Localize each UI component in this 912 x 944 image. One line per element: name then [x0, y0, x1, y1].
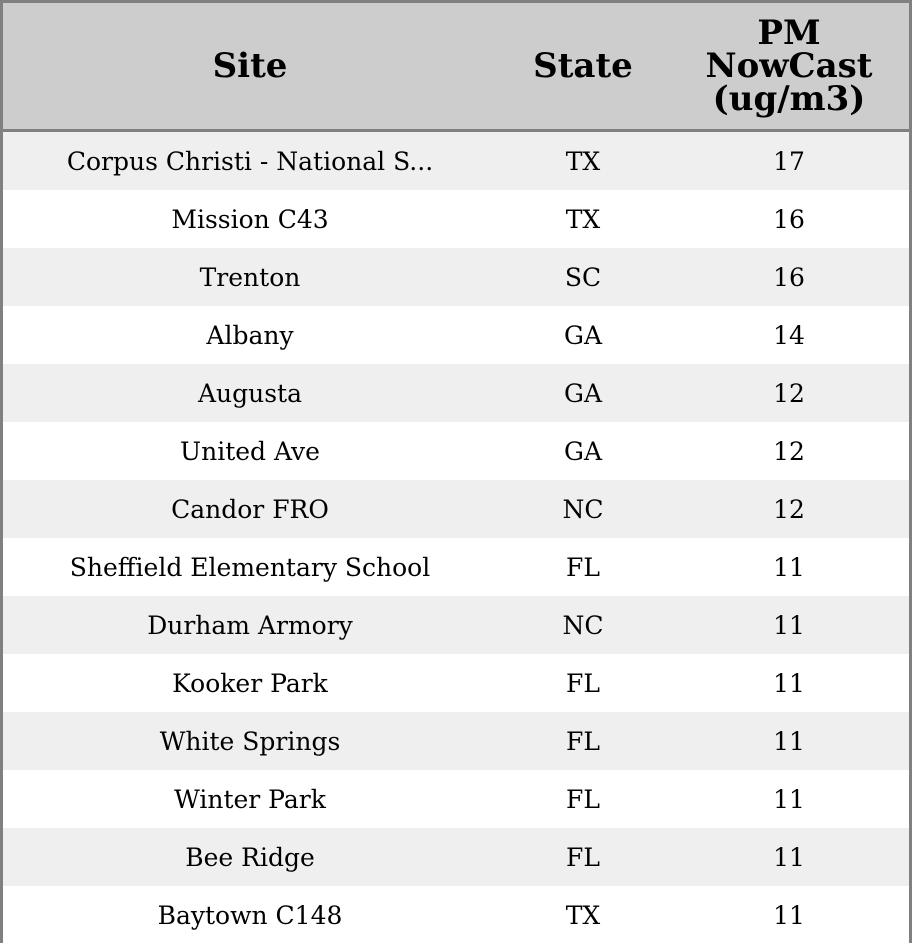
state-cell: TX	[565, 900, 601, 930]
table-row	[3, 480, 909, 538]
site-cell: Kooker Park	[172, 668, 328, 698]
table-header	[3, 3, 909, 132]
site-cell: Candor FRO	[171, 494, 329, 524]
pm-value-cell: 12	[773, 436, 805, 466]
site-cell: Trenton	[199, 262, 301, 292]
pm-value-cell: 16	[773, 204, 805, 234]
site-cell: Baytown C148	[157, 900, 343, 930]
site-cell: Albany	[206, 320, 294, 350]
state-cell: GA	[563, 436, 603, 466]
table-row	[3, 538, 909, 596]
site-cell: White Springs	[159, 726, 341, 756]
table-row	[3, 132, 909, 190]
pm-value-cell: 11	[773, 726, 805, 756]
state-cell: FL	[566, 784, 600, 814]
table-row	[3, 248, 909, 306]
pm-value-cell: 11	[773, 610, 805, 640]
state-cell: NC	[562, 610, 604, 640]
state-cell: TX	[565, 204, 601, 234]
table-row	[3, 422, 909, 480]
state-cell: NC	[562, 494, 604, 524]
table-row	[3, 770, 909, 828]
table-row	[3, 654, 909, 712]
pm-value-cell: 11	[773, 552, 805, 582]
state-cell: FL	[566, 552, 600, 582]
site-cell: Corpus Christi - National S...	[66, 146, 434, 176]
pm-value-cell: 11	[773, 842, 805, 872]
table-row	[3, 828, 909, 886]
table-row	[3, 364, 909, 422]
table-row	[3, 712, 909, 770]
pm-value-cell: 11	[773, 784, 805, 814]
column-header-state: State	[533, 45, 633, 86]
site-cell: Bee Ridge	[185, 842, 315, 872]
state-cell: SC	[564, 262, 602, 292]
state-cell: FL	[566, 726, 600, 756]
table-row	[3, 596, 909, 654]
state-cell: GA	[563, 320, 603, 350]
table-row	[3, 306, 909, 364]
column-header-site: Site	[212, 45, 288, 86]
site-cell: Winter Park	[174, 784, 326, 814]
table-row	[3, 190, 909, 248]
site-cell: Mission C43	[171, 204, 329, 234]
table-row	[3, 886, 909, 944]
site-cell: Augusta	[197, 378, 303, 408]
pm-value-cell: 17	[773, 146, 805, 176]
site-cell: United Ave	[180, 436, 320, 466]
pm-value-cell: 11	[773, 900, 805, 930]
table-body	[3, 132, 909, 944]
state-cell: TX	[565, 146, 601, 176]
pm-value-cell: 12	[773, 378, 805, 408]
site-cell: Sheffield Elementary School	[69, 552, 431, 582]
pm-value-cell: 14	[773, 320, 805, 350]
pm-value-cell: 16	[773, 262, 805, 292]
column-header-pm-nowcast: PM NowCast (ug/m3)	[705, 12, 873, 119]
state-cell: FL	[566, 668, 600, 698]
pm-value-cell: 12	[773, 494, 805, 524]
pm-value-cell: 11	[773, 668, 805, 698]
state-cell: FL	[566, 842, 600, 872]
site-cell: Durham Armory	[147, 610, 353, 640]
state-cell: GA	[563, 378, 603, 408]
